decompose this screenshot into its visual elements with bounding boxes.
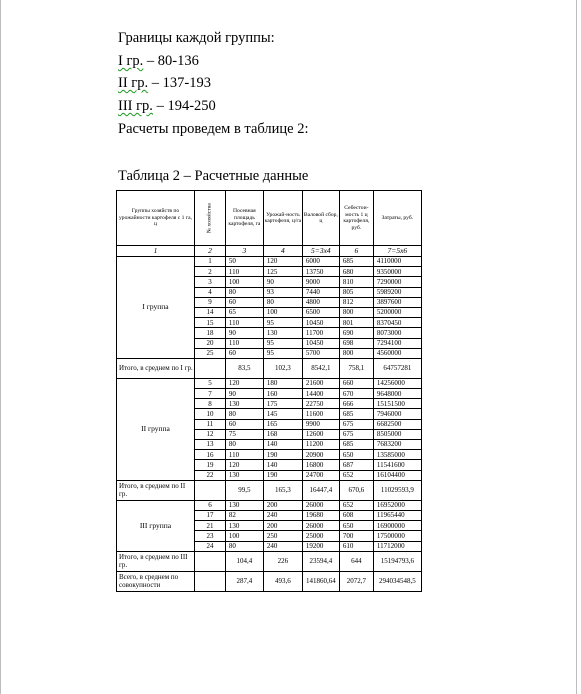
- page-left-edge: [0, 0, 1, 694]
- table-cell: 6: [195, 500, 226, 510]
- table-cell: 685: [339, 257, 373, 267]
- table-cell: 9900: [302, 419, 339, 429]
- table-cell: 5: [195, 378, 226, 388]
- group-name-cell: III группа: [117, 500, 195, 551]
- table-cell: 100: [263, 307, 302, 317]
- total-cell: 165,3: [263, 480, 302, 500]
- table-cell: 685: [339, 409, 373, 419]
- table-cell: 18: [195, 328, 226, 338]
- column-index-cell: 1: [117, 246, 195, 257]
- table-cell: 608: [339, 510, 373, 520]
- table-cell: 11: [195, 419, 226, 429]
- column-index-cell: 5=3х4: [302, 246, 339, 257]
- table-cell: 5989200: [373, 287, 421, 297]
- table-cell: 6682500: [373, 419, 421, 429]
- group-total-row: [117, 358, 422, 378]
- table-cell: 7: [195, 389, 226, 399]
- table-cell: 15151500: [373, 399, 421, 409]
- table-cell: 80: [225, 287, 263, 297]
- table-cell: 100: [225, 277, 263, 287]
- table-cell: 8073000: [373, 328, 421, 338]
- table-cell: 90: [225, 389, 263, 399]
- table-cell: 698: [339, 338, 373, 348]
- table-cell: 4: [195, 287, 226, 297]
- table-cell: 60: [225, 419, 263, 429]
- table-cell: 11712000: [373, 541, 421, 551]
- table-cell: 21600: [302, 378, 339, 388]
- table-cell: 3: [195, 277, 226, 287]
- table-cell: 120: [225, 460, 263, 470]
- table-caption: Таблица 2 – Расчетные данные: [118, 168, 309, 184]
- table-cell: 666: [339, 399, 373, 409]
- table-cell: 25000: [302, 531, 339, 541]
- table-cell: 130: [225, 470, 263, 480]
- table-cell: 24700: [302, 470, 339, 480]
- table-cell: 15: [195, 318, 226, 328]
- table-cell: 190: [263, 470, 302, 480]
- table-cell: 9648000: [373, 389, 421, 399]
- total-cell: 83,5: [225, 358, 263, 378]
- table-cell: 19680: [302, 510, 339, 520]
- grand-total-cell: [195, 571, 226, 591]
- table-cell: 168: [263, 429, 302, 439]
- table-cell: 6500: [302, 307, 339, 317]
- header-cell: Группы хозяйств по урожайности картофеля с 1 га, ц: [117, 191, 195, 246]
- table-cell: 200: [263, 521, 302, 531]
- table-cell: 7290000: [373, 277, 421, 287]
- table-cell: 90: [263, 277, 302, 287]
- table-cell: 16: [195, 450, 226, 460]
- total-cell: 64757281: [373, 358, 421, 378]
- table-cell: 650: [339, 450, 373, 460]
- table-cell: 17500000: [373, 531, 421, 541]
- table-cell: 16800: [302, 460, 339, 470]
- table-cell: 24: [195, 541, 226, 551]
- table-cell: 14400: [302, 389, 339, 399]
- table-cell: 13750: [302, 267, 339, 277]
- table-cell: 6000: [302, 257, 339, 267]
- table-cell: 26000: [302, 500, 339, 510]
- table-cell: 125: [263, 267, 302, 277]
- table-cell: 13: [195, 440, 226, 450]
- table-cell: 65: [225, 307, 263, 317]
- total-cell: 644: [339, 551, 373, 571]
- table-cell: 16952000: [373, 500, 421, 510]
- table-cell: 11700: [302, 328, 339, 338]
- table-cell: 110: [225, 338, 263, 348]
- table-cell: 14256000: [373, 378, 421, 388]
- table-cell: 800: [339, 307, 373, 317]
- table-cell: 800: [339, 348, 373, 358]
- table-cell: 25: [195, 348, 226, 358]
- table-cell: 812: [339, 297, 373, 307]
- total-cell: 15194793,6: [373, 551, 421, 571]
- table-cell: 21: [195, 521, 226, 531]
- group-2-label: II гр.: [118, 75, 149, 91]
- table-cell: 2: [195, 267, 226, 277]
- group-3-label: III гр.: [118, 98, 153, 114]
- table-cell: 19200: [302, 541, 339, 551]
- header-cell: Затраты, руб.: [373, 191, 421, 246]
- table-cell: 801: [339, 318, 373, 328]
- grand-total-cell: 2072,7: [339, 571, 373, 591]
- table-cell: 10450: [302, 318, 339, 328]
- table-cell: 82: [225, 510, 263, 520]
- table-cell: 130: [225, 521, 263, 531]
- table-cell: 675: [339, 429, 373, 439]
- table-cell: 95: [263, 318, 302, 328]
- table-cell: 1: [195, 257, 226, 267]
- table-cell: 100: [225, 531, 263, 541]
- table-cell: 3897600: [373, 297, 421, 307]
- table-cell: 110: [225, 318, 263, 328]
- header-cell: [195, 191, 226, 246]
- group-1-range: – 80-136: [143, 53, 199, 69]
- table-cell: 4560000: [373, 348, 421, 358]
- group-2-line: [118, 75, 211, 91]
- column-index-row: [117, 246, 422, 257]
- table-cell: 10450: [302, 338, 339, 348]
- table-cell: 685: [339, 440, 373, 450]
- group-3-line: [118, 98, 216, 114]
- table-cell: 75: [225, 429, 263, 439]
- table-row: [117, 257, 422, 267]
- table-cell: 60: [225, 297, 263, 307]
- table-cell: 8505000: [373, 429, 421, 439]
- table-cell: 7294100: [373, 338, 421, 348]
- table-cell: 8: [195, 399, 226, 409]
- table-cell: 7946000: [373, 409, 421, 419]
- total-cell: 226: [263, 551, 302, 571]
- grand-total-cell: 141860,64: [302, 571, 339, 591]
- table-cell: 90: [225, 328, 263, 338]
- table-cell: 687: [339, 460, 373, 470]
- table-cell: 50: [225, 257, 263, 267]
- grand-total-cell: 287,4: [225, 571, 263, 591]
- total-cell: 104,4: [225, 551, 263, 571]
- table-cell: 23: [195, 531, 226, 541]
- total-cell: 16447,4: [302, 480, 339, 500]
- table-cell: 680: [339, 267, 373, 277]
- table-cell: 160: [263, 389, 302, 399]
- group-total-row: [117, 551, 422, 571]
- table-cell: 60: [225, 348, 263, 358]
- table-cell: 20900: [302, 450, 339, 460]
- table-cell: 80: [225, 409, 263, 419]
- total-cell: 11029593,9: [373, 480, 421, 500]
- group-name-cell: I группа: [117, 257, 195, 359]
- data-table: [116, 190, 422, 592]
- total-cell: 670,6: [339, 480, 373, 500]
- table-cell: 95: [263, 338, 302, 348]
- table-cell: 11541600: [373, 460, 421, 470]
- table-cell: 11600: [302, 409, 339, 419]
- column-index-cell: 7=5х6: [373, 246, 421, 257]
- table-cell: 9350000: [373, 267, 421, 277]
- column-index-cell: 3: [225, 246, 263, 257]
- page-right-edge: [576, 0, 577, 694]
- table-cell: 810: [339, 277, 373, 287]
- table-cell: 130: [225, 399, 263, 409]
- table-cell: 80: [225, 440, 263, 450]
- table-cell: 12600: [302, 429, 339, 439]
- table-cell: 120: [225, 378, 263, 388]
- total-cell: Итого, в среднем по I гр.: [117, 358, 195, 378]
- total-cell: Итого, в среднем по III гр.: [117, 551, 195, 571]
- table-cell: 130: [225, 500, 263, 510]
- table-cell: 175: [263, 399, 302, 409]
- table-cell: 11200: [302, 440, 339, 450]
- table-cell: 110: [225, 267, 263, 277]
- grand-total-row: [117, 571, 422, 591]
- group-3-range: – 194-250: [152, 98, 216, 114]
- total-cell: 23594,4: [302, 551, 339, 571]
- group-total-row: [117, 480, 422, 500]
- calc-note: Расчеты проведем в таблице 2:: [118, 121, 309, 137]
- header-cell: Посевная площадь картофеля, га: [225, 191, 263, 246]
- table-cell: 250: [263, 531, 302, 541]
- group-name-cell: II группа: [117, 378, 195, 480]
- table-cell: 5200000: [373, 307, 421, 317]
- header-cell: Себестои-мость 1 ц картофеля, руб.: [339, 191, 373, 246]
- total-cell: [195, 551, 226, 571]
- table-cell: 700: [339, 531, 373, 541]
- grand-total-cell: 294034548,5: [373, 571, 421, 591]
- table-cell: 130: [263, 328, 302, 338]
- table-cell: 22750: [302, 399, 339, 409]
- header-cell: Урожай-ность картофеля, ц/га: [263, 191, 302, 246]
- table-cell: 140: [263, 460, 302, 470]
- table-cell: 805: [339, 287, 373, 297]
- table-cell: 180: [263, 378, 302, 388]
- table-row: [117, 500, 422, 510]
- total-cell: 758,1: [339, 358, 373, 378]
- table-cell: 110: [225, 450, 263, 460]
- table-cell: 7440: [302, 287, 339, 297]
- table-cell: 675: [339, 419, 373, 429]
- total-cell: 102,3: [263, 358, 302, 378]
- table-cell: 11965440: [373, 510, 421, 520]
- table-cell: 9000: [302, 277, 339, 287]
- group-2-range: – 137-193: [148, 75, 211, 91]
- table-cell: 200: [263, 500, 302, 510]
- table-cell: 145: [263, 409, 302, 419]
- table-cell: 650: [339, 521, 373, 531]
- table-cell: 652: [339, 470, 373, 480]
- table-cell: 17: [195, 510, 226, 520]
- heading-line: Границы каждой группы:: [118, 30, 275, 46]
- table-cell: 165: [263, 419, 302, 429]
- grand-total-cell: Всего, в среднем по совокупности: [117, 571, 195, 591]
- table-cell: 8370450: [373, 318, 421, 328]
- table-cell: 5700: [302, 348, 339, 358]
- header-cell-vertical-text: № хозяйства: [206, 203, 213, 233]
- table-row: [117, 378, 422, 388]
- table-cell: 14: [195, 307, 226, 317]
- column-index-cell: 6: [339, 246, 373, 257]
- table-cell: 652: [339, 500, 373, 510]
- table-cell: 240: [263, 541, 302, 551]
- table-cell: 690: [339, 328, 373, 338]
- table-cell: 13585000: [373, 450, 421, 460]
- table-cell: 120: [263, 257, 302, 267]
- table-cell: 93: [263, 287, 302, 297]
- table-cell: 20: [195, 338, 226, 348]
- header-row: [117, 191, 422, 246]
- total-cell: Итого, в среднем по II гр.: [117, 480, 195, 500]
- table-cell: 4800: [302, 297, 339, 307]
- table-cell: 16104400: [373, 470, 421, 480]
- table-cell: 16900000: [373, 521, 421, 531]
- total-cell: [195, 358, 226, 378]
- group-1-label: I гр.: [118, 53, 144, 69]
- table-cell: 7683200: [373, 440, 421, 450]
- grand-total-cell: 493,6: [263, 571, 302, 591]
- group-1-line: [118, 53, 199, 69]
- table-cell: 9: [195, 297, 226, 307]
- table-cell: 80: [263, 297, 302, 307]
- table-cell: 19: [195, 460, 226, 470]
- table-cell: 240: [263, 510, 302, 520]
- total-cell: 99,5: [225, 480, 263, 500]
- column-index-cell: 4: [263, 246, 302, 257]
- table-cell: 140: [263, 440, 302, 450]
- header-cell: Валовой сбор, ц: [302, 191, 339, 246]
- table-cell: 10: [195, 409, 226, 419]
- total-cell: [195, 480, 226, 500]
- table-cell: 190: [263, 450, 302, 460]
- table-cell: 80: [225, 541, 263, 551]
- table-cell: 12: [195, 429, 226, 439]
- table-cell: 4110000: [373, 257, 421, 267]
- table-cell: 660: [339, 378, 373, 388]
- total-cell: 8542,1: [302, 358, 339, 378]
- table-cell: 610: [339, 541, 373, 551]
- table-cell: 670: [339, 389, 373, 399]
- table-cell: 22: [195, 470, 226, 480]
- column-index-cell: 2: [195, 246, 226, 257]
- table-cell: 26000: [302, 521, 339, 531]
- table-cell: 95: [263, 348, 302, 358]
